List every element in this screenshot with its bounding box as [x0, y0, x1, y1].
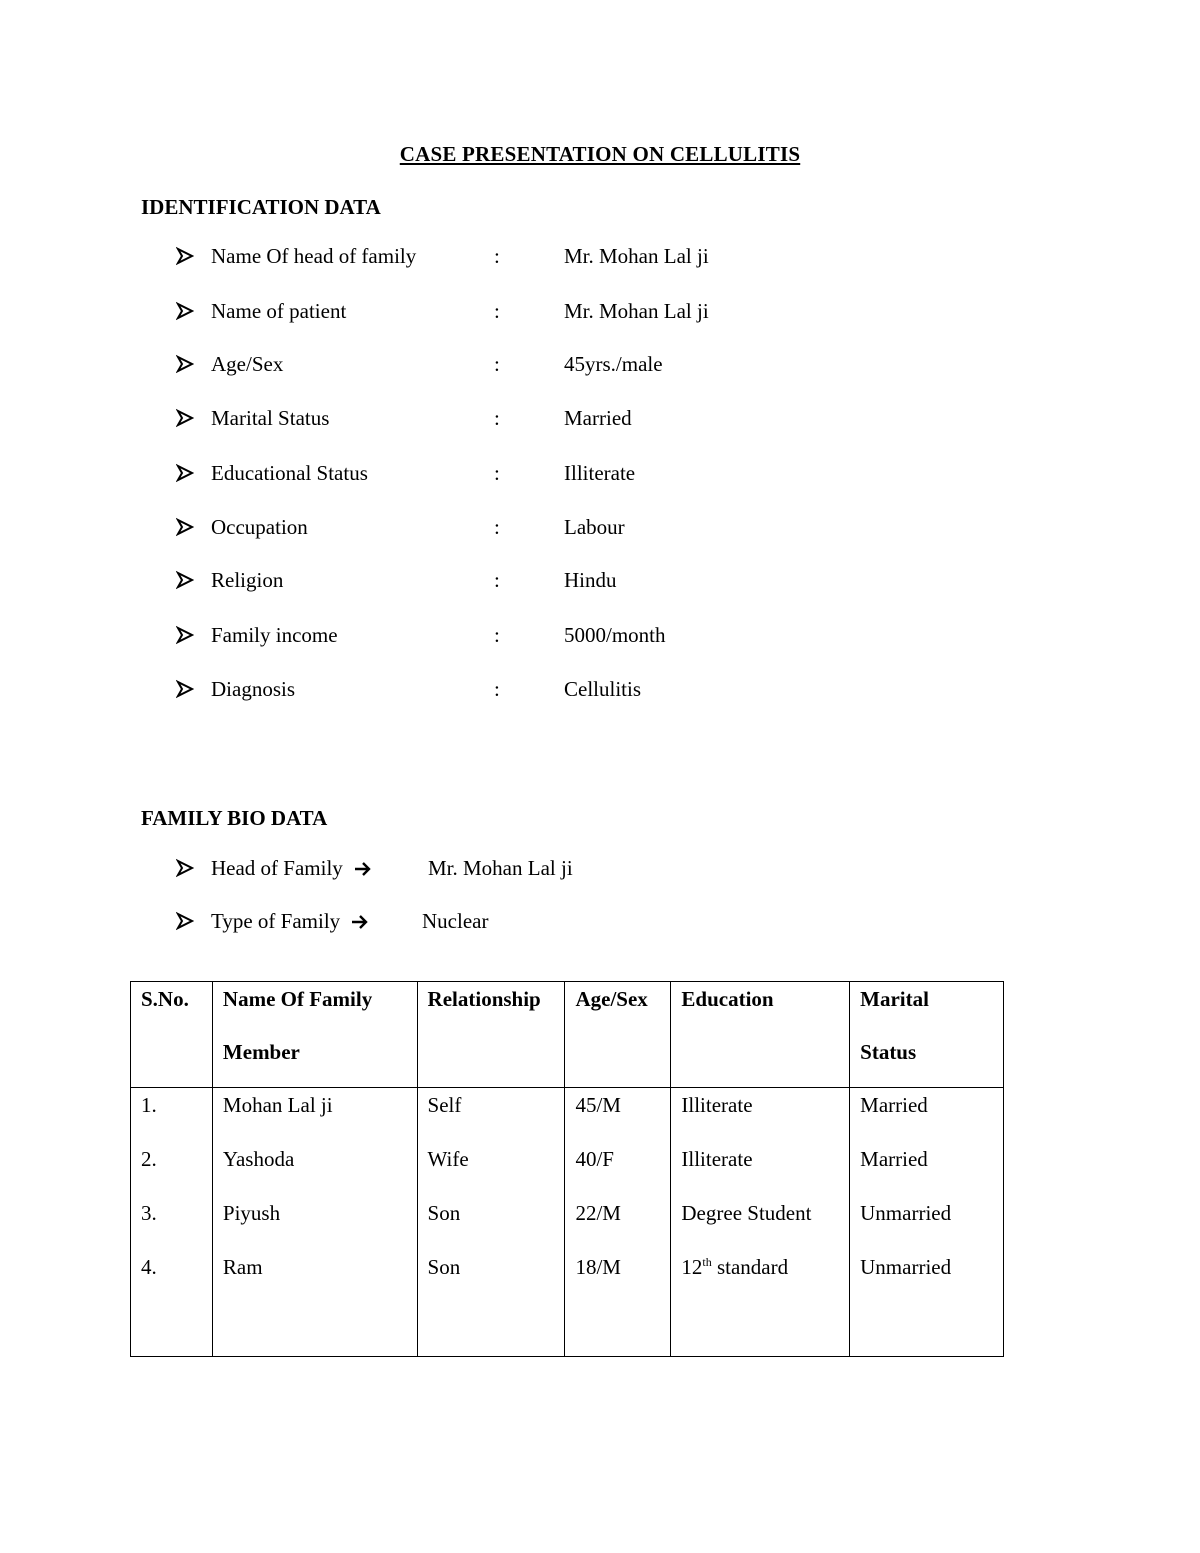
header-relationship: Relationship [417, 982, 565, 1088]
identification-separator: : [494, 461, 500, 485]
arrowhead-bullet-icon [176, 856, 196, 880]
identification-value: Illiterate [564, 461, 636, 485]
cell-marital-status: Married [850, 1088, 1004, 1145]
identification-value: Cellulitis [564, 677, 642, 701]
header-age-sex: Age/Sex [565, 982, 671, 1088]
header-sno: S.No. [131, 982, 213, 1088]
header-name: Name Of Family Member [212, 982, 417, 1088]
cell-name: Mohan Lal ji [212, 1088, 417, 1145]
family-bio-label: Type of Family [211, 909, 369, 936]
cell-sno: 2. [131, 1144, 213, 1198]
cell-relationship: Son [417, 1198, 565, 1252]
identification-label: Occupation [211, 515, 308, 539]
identification-value: Hindu [564, 568, 617, 592]
right-arrow-icon [351, 911, 369, 936]
family-bio-value: Nuclear [422, 909, 489, 933]
family-bio-label: Head of Family [211, 856, 372, 883]
cell-education: Illiterate [671, 1088, 850, 1145]
document-title: CASE PRESENTATION ON CELLULITIS [399, 142, 801, 166]
identification-label: Family income [211, 623, 338, 647]
table-row [131, 1144, 1004, 1198]
identification-label: Marital Status [211, 406, 330, 430]
cell-age-sex: 40/F [565, 1144, 671, 1198]
cell-relationship: Wife [417, 1144, 565, 1198]
cell-name: Piyush [212, 1198, 417, 1252]
identification-separator: : [494, 406, 500, 430]
family-bio-heading: FAMILY BIO DATA [141, 806, 328, 830]
family-members-table [130, 981, 1004, 1357]
cell-age-sex: 45/M [565, 1088, 671, 1145]
table-row [131, 1198, 1004, 1252]
arrowhead-bullet-icon [176, 352, 196, 376]
cell-marital-status: Married [850, 1144, 1004, 1198]
identification-item [176, 299, 876, 329]
identification-label: Diagnosis [211, 677, 295, 701]
identification-separator: : [494, 299, 500, 323]
identification-separator: : [494, 352, 500, 376]
identification-item [176, 568, 876, 598]
identification-value: 5000/month [564, 623, 666, 647]
identification-item [176, 677, 876, 707]
identification-item [176, 461, 876, 491]
table-row [131, 1252, 1004, 1306]
right-arrow-icon [354, 858, 372, 883]
identification-item [176, 352, 876, 382]
arrowhead-bullet-icon [176, 677, 196, 701]
cell-sno: 1. [131, 1088, 213, 1145]
identification-separator: : [494, 677, 500, 701]
identification-item [176, 406, 876, 436]
cell-relationship: Son [417, 1252, 565, 1306]
arrowhead-bullet-icon [176, 299, 196, 323]
table-row-empty [131, 1306, 1004, 1357]
identification-value: Labour [564, 515, 625, 539]
identification-label: Educational Status [211, 461, 368, 485]
arrowhead-bullet-icon [176, 515, 196, 539]
arrowhead-bullet-icon [176, 461, 196, 485]
identification-value: Mr. Mohan Lal ji [564, 299, 709, 323]
identification-separator: : [494, 568, 500, 592]
identification-separator: : [494, 244, 500, 268]
header-marital-status: Marital Status [850, 982, 1004, 1088]
cell-marital-status: Unmarried [850, 1252, 1004, 1306]
cell-relationship: Self [417, 1088, 565, 1145]
arrowhead-bullet-icon [176, 568, 196, 592]
arrowhead-bullet-icon [176, 623, 196, 647]
identification-separator: : [494, 515, 500, 539]
cell-name: Ram [212, 1252, 417, 1306]
identification-item [176, 515, 876, 545]
cell-marital-status: Unmarried [850, 1198, 1004, 1252]
cell-education: Degree Student [671, 1198, 850, 1252]
cell-age-sex: 18/M [565, 1252, 671, 1306]
identification-heading: IDENTIFICATION DATA [141, 195, 381, 219]
cell-sno: 4. [131, 1252, 213, 1306]
identification-value: 45yrs./male [564, 352, 663, 376]
family-bio-item [176, 856, 776, 886]
table-row [131, 1088, 1004, 1145]
identification-label: Age/Sex [211, 352, 284, 376]
identification-label: Name Of head of family [211, 244, 417, 268]
arrowhead-bullet-icon [176, 406, 196, 430]
cell-education: Illiterate [671, 1144, 850, 1198]
cell-sno: 3. [131, 1198, 213, 1252]
identification-value: Married [564, 406, 632, 430]
header-education: Education [671, 982, 850, 1088]
arrowhead-bullet-icon [176, 909, 196, 933]
identification-item [176, 244, 876, 274]
cell-age-sex: 22/M [565, 1198, 671, 1252]
identification-item [176, 623, 876, 653]
arrowhead-bullet-icon [176, 244, 196, 268]
cell-name: Yashoda [212, 1144, 417, 1198]
identification-separator: : [494, 623, 500, 647]
cell-education: 12th standard [671, 1252, 850, 1306]
table-header-row [131, 982, 1004, 1088]
identification-value: Mr. Mohan Lal ji [564, 244, 709, 268]
identification-label: Religion [211, 568, 284, 592]
family-bio-value: Mr. Mohan Lal ji [428, 856, 573, 880]
identification-label: Name of patient [211, 299, 347, 323]
family-bio-item [176, 909, 776, 939]
